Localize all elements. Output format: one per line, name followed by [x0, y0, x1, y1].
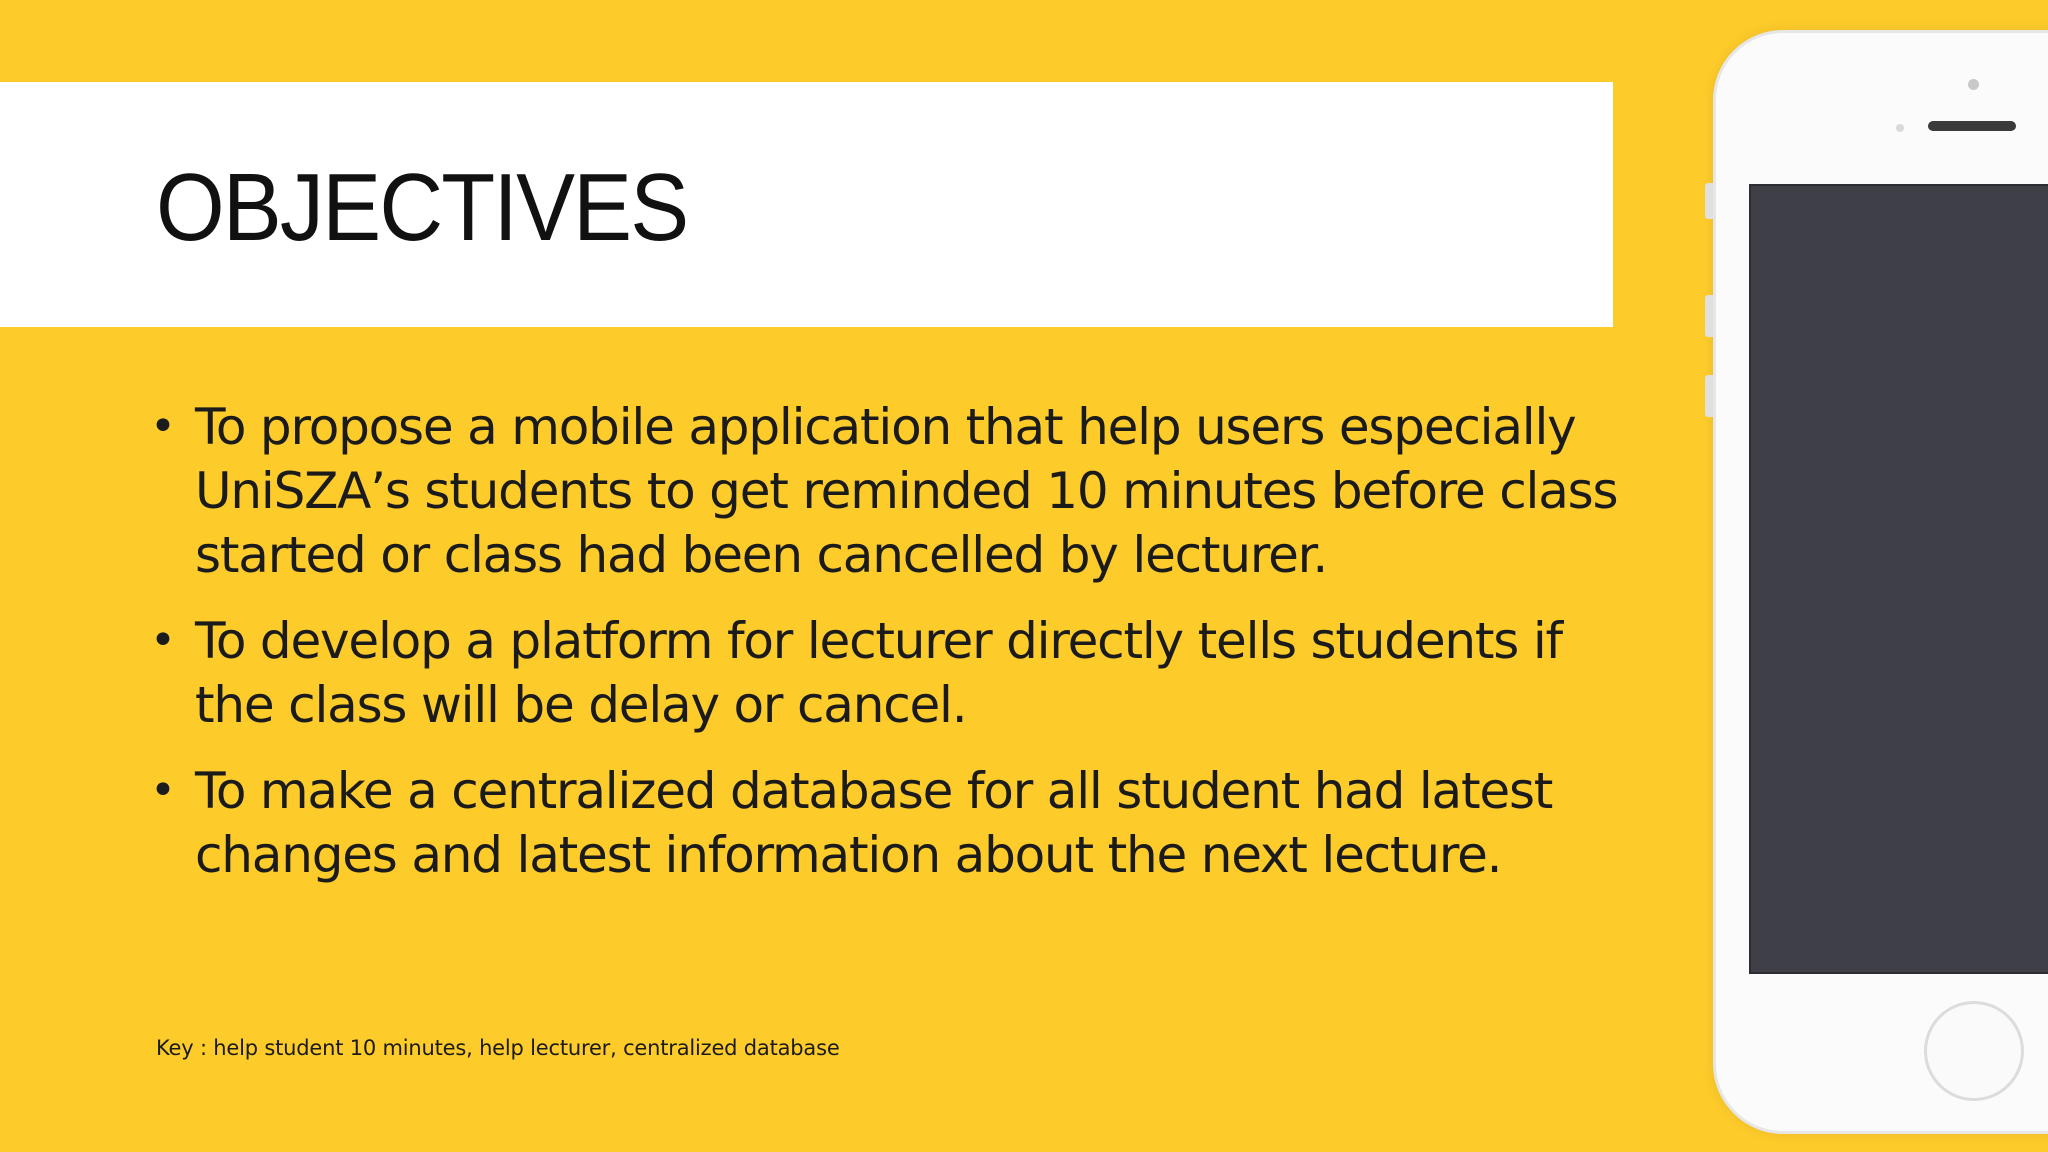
- bullet-text: To make a centralized database for all student had latest changes and latest information about the next lecture.: [195, 762, 1553, 884]
- bullet-text: To propose a mobile application that help users especially UniSZA’s students to get reminded 10 minutes before class started or class had been cancelled by lecturer.: [195, 398, 1618, 584]
- phone-screen: [1749, 184, 2048, 974]
- bullet-icon: •: [150, 615, 175, 666]
- list-item: [150, 609, 1620, 737]
- phone-speaker-icon: [1928, 121, 2016, 131]
- objectives-list: [150, 395, 1620, 909]
- list-item: [150, 395, 1620, 587]
- phone-camera-icon: [1968, 79, 1979, 90]
- phone-side-button-icon: [1705, 183, 1713, 219]
- bullet-icon: •: [150, 401, 175, 452]
- phone-volume-up-icon: [1705, 295, 1713, 337]
- slide-title: OBJECTIVES: [156, 154, 688, 261]
- smartphone-illustration-icon: [1713, 30, 2048, 1134]
- phone-sensor-icon: [1896, 124, 1904, 132]
- key-note: Key : help student 10 minutes, help lecturer, centralized database: [156, 1036, 840, 1060]
- bullet-text: To develop a platform for lecturer directly tells students if the class will be delay or cancel.: [195, 612, 1562, 734]
- phone-home-button-icon: [1924, 1001, 2024, 1101]
- list-item: [150, 759, 1620, 887]
- phone-volume-down-icon: [1705, 375, 1713, 417]
- bullet-icon: •: [150, 765, 175, 816]
